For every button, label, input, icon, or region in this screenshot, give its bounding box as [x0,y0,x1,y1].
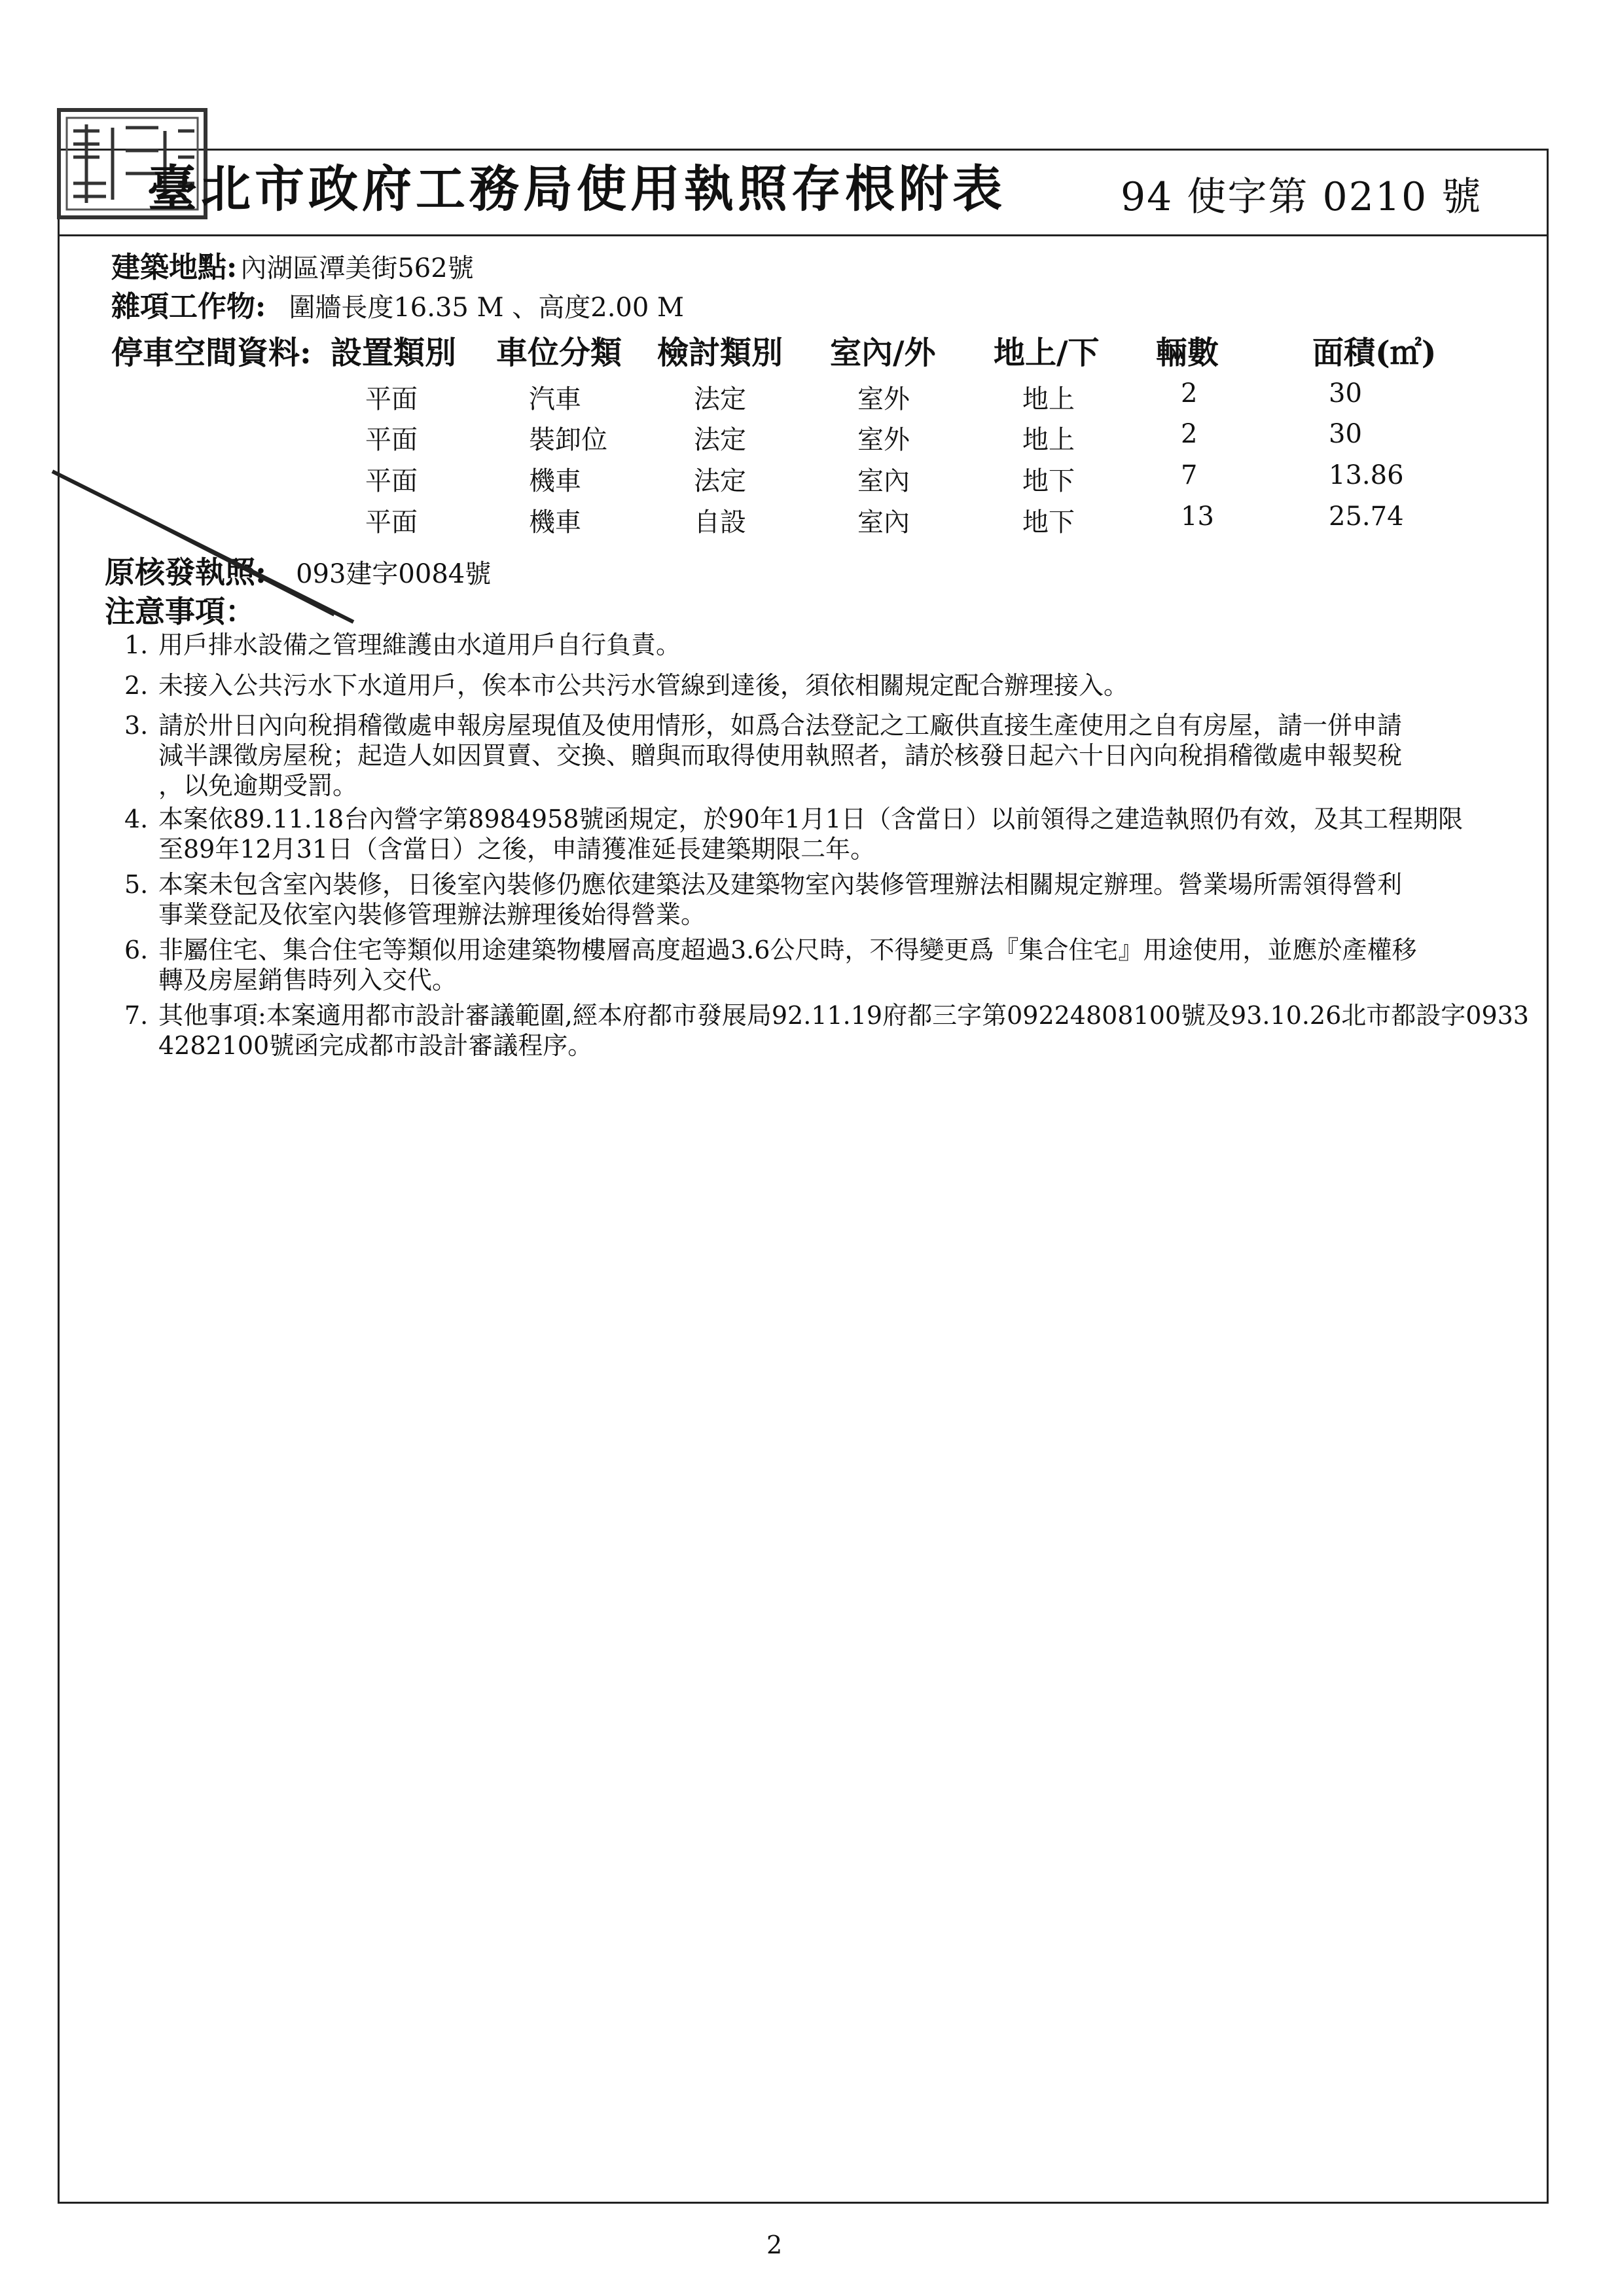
parking-cell: 7 [1181,460,1198,490]
parking-header: 設置類別 [331,335,457,371]
parking-header: 面積(㎡) [1312,335,1437,371]
note-number: 4. [124,805,149,833]
pen-stroke-mark [46,458,367,629]
note-text: 用戶排水設備之管理維護由水道用戶自行負責。 [158,630,681,659]
permit-number: 94 使字第 0210 號 [1121,174,1483,220]
parking-cell: 30 [1329,378,1362,409]
note-item [124,630,681,660]
note-item [124,710,1402,801]
parking-cell: 30 [1329,419,1362,449]
parking-cell: 機車 [529,466,581,496]
note-text: 本案依89.11.18台內營字第8984958號函規定，於90年1月1日（含當日）以前領得之建造執照仍有效，及其工程期限 [158,805,1464,833]
note-item [124,804,1463,864]
parking-cell: 地下 [1022,466,1075,496]
note-number: 7. [124,1001,149,1030]
note-text: 事業登記及依室內裝修管理辦法辦理後始得營業。 [158,900,706,929]
note-text: 本案未包含室內裝修，日後室內裝修仍應依建築法及建築物室內裝修管理辦法相關規定辦理。營業場所需領得營利 [158,870,1403,899]
parking-cell: 室外 [857,425,910,455]
note-number: 6. [124,936,149,964]
parking-cell: 室外 [857,384,910,414]
original-permit-label: 原核發執照: [105,555,266,590]
note-item [124,1000,1529,1061]
notes-title: 注意事項： [105,594,255,629]
parking-cell: 25.74 [1329,501,1404,532]
parking-cell: 室內 [857,466,910,496]
parking-cell: 13.86 [1329,460,1404,490]
note-text: 至89年12月31日（含當日）之後，申請獲准延長建築期限二年。 [158,835,876,864]
note-text: 非屬住宅、集合住宅等類似用途建築物樓層高度超過3.6公尺時，不得變更爲『集合住宅』用途使用，並應於產權移 [158,936,1417,964]
site-row [111,244,474,285]
misc-works-value: 圍牆長度16.35 M 、高度2.00 M [289,293,684,323]
note-item [124,670,1128,701]
note-text: 未接入公共污水下水道用戶，俟本市公共污水管線到達後，須依相關規定配合辦理接入。 [158,671,1129,700]
document-title: 臺北市政府工務局使用執照存根附表 [147,160,1006,218]
note-text: 轉及房屋銷售時列入交代。 [158,966,458,994]
parking-cell: 室內 [857,507,910,538]
document-border [58,149,1549,2204]
note-number: 1. [124,630,149,659]
site-value: 內湖區潭美街562號 [240,253,474,283]
parking-cell: 法定 [694,466,746,496]
page-number: 2 [766,2231,783,2259]
title-divider [58,234,1549,236]
parking-cell: 機車 [529,507,581,538]
parking-cell: 裝卸位 [529,425,607,455]
parking-cell: 2 [1181,419,1198,449]
parking-header: 室內/外 [830,335,936,371]
parking-header: 車位分類 [496,335,622,371]
note-text: 4282100號函完成都市設計審議程序。 [158,1031,593,1060]
parking-cell: 法定 [694,425,746,455]
parking-cell: 地上 [1022,384,1075,414]
note-number: 3. [124,711,149,740]
parking-cell: 平面 [365,466,418,496]
note-text: 減半課徵房屋稅；起造人如因買賣、交換、贈與而取得使用執照者，請於核發日起六十日內向稅捐稽徵處申報契稅 [158,741,1403,770]
parking-header: 地上/下 [994,335,1100,371]
parking-cell: 法定 [694,384,746,414]
misc-works-row [111,283,684,325]
note-item [124,935,1416,995]
parking-cell: 平面 [365,425,418,455]
original-permit-value: 093建字0084號 [296,559,492,589]
parking-header: 檢討類別 [657,335,783,371]
parking-cell: 地下 [1022,507,1075,538]
note-number: 2. [124,671,149,700]
parking-cell: 地上 [1022,425,1075,455]
note-text: 其他事項:本案適用都市設計審議範圍,經本府都市發展局92.11.19府都三字第09224808100號及93.10.26北市都設字0933 [158,1001,1529,1030]
misc-works-label: 雜項工作物: [111,290,266,323]
parking-cell: 自設 [694,507,746,538]
parking-cell: 2 [1181,378,1198,409]
parking-cell: 平面 [365,384,418,414]
note-item [124,869,1402,930]
note-number: 5. [124,870,149,899]
parking-label: 停車空間資料: [111,335,312,371]
parking-header: 輛數 [1156,335,1219,371]
parking-cell: 平面 [365,507,418,538]
site-label: 建築地點: [111,251,238,284]
parking-cell: 13 [1181,501,1214,532]
parking-cell: 汽車 [529,384,581,414]
note-text: 請於卅日內向稅捐稽徵處申報房屋現值及使用情形，如爲合法登記之工廠供直接生產使用之自有房屋，請一併申請 [158,711,1403,740]
note-text: ，以免逾期受罰。 [158,771,358,800]
